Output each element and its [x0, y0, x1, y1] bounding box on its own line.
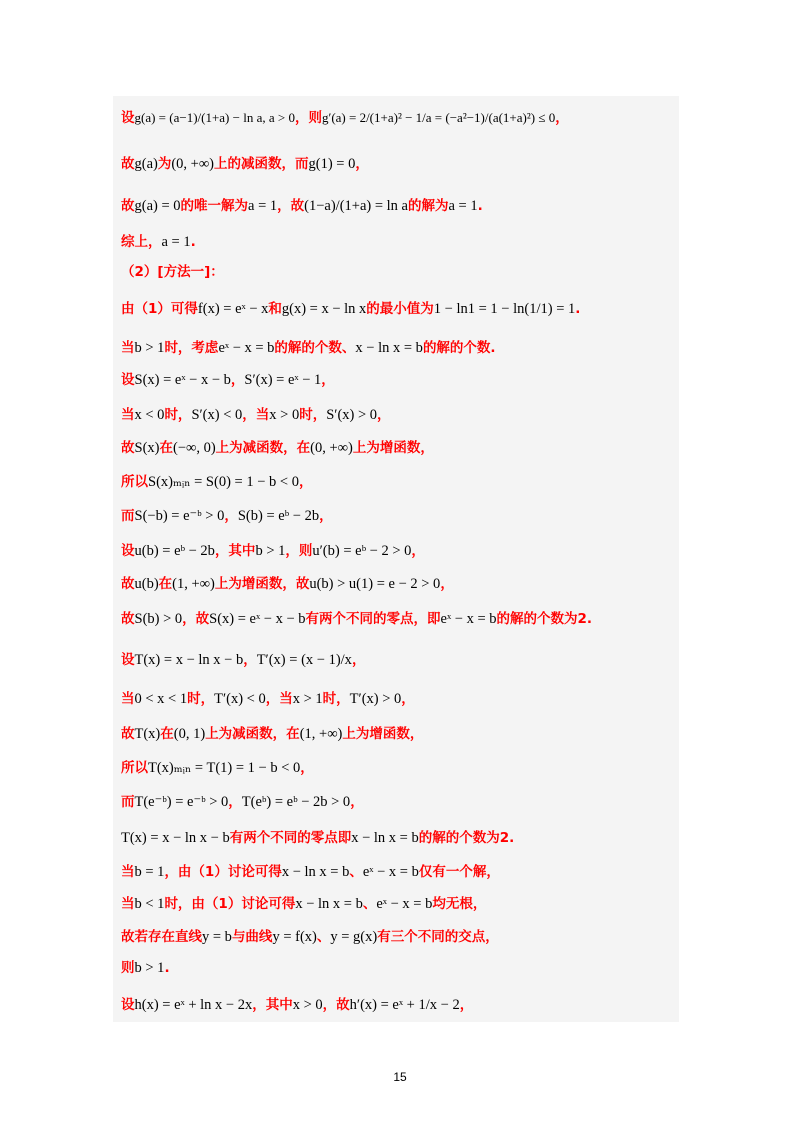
math-expression: h(x) = eˣ + ln x − 2x: [134, 997, 253, 1013]
math-expression: T(e⁻ᵇ) = e⁻ᵇ > 0: [134, 794, 229, 810]
math-expression: h′(x) = eˣ + 1/x − 2: [349, 997, 460, 1013]
line-text: 均无根，: [432, 896, 487, 912]
line-text: 故: [121, 156, 135, 172]
math-expression: b > 1: [134, 960, 165, 976]
math-expression: g(a) = 0: [134, 198, 181, 214]
math-expression: T(x): [134, 726, 161, 742]
solution-line: [121, 958, 170, 978]
math-expression: x − ln x = b: [295, 896, 363, 912]
line-text: 设: [121, 543, 135, 559]
math-expression: x − ln x = b: [355, 340, 423, 356]
line-text: 上的减函数，而: [214, 156, 309, 172]
line-text: 时，由（1）讨论可得: [164, 896, 296, 912]
line-text: 当: [121, 896, 135, 912]
line-text: 在: [159, 440, 173, 456]
line-text: .: [477, 198, 483, 214]
line-text: 的解为: [408, 198, 449, 214]
math-expression: (1, +∞): [172, 576, 215, 592]
line-text: 上为增函数，: [352, 440, 434, 456]
line-text: 而: [121, 794, 135, 810]
solution-line: [121, 828, 514, 848]
math-expression: 0 < x < 1: [134, 691, 188, 707]
line-text: 的解的个数.: [422, 340, 496, 356]
math-expression: x − ln x = b: [351, 830, 419, 846]
line-text: 时，: [187, 691, 215, 707]
line-text: ，故: [182, 611, 210, 627]
math-expression: x < 0: [134, 407, 165, 423]
line-text: ，: [230, 372, 245, 388]
solution-line: [121, 927, 499, 947]
solution-line: [121, 338, 496, 358]
math-expression: (−∞, 0): [172, 440, 216, 456]
line-text: ，: [440, 576, 454, 592]
math-expression: (1−a)/(1+a) = ln a: [304, 198, 408, 214]
line-text: 则: [121, 960, 135, 976]
line-text: 和: [268, 301, 282, 317]
math-expression: T(x) = x − ln x − b: [134, 652, 244, 668]
line-text: 故: [121, 726, 135, 742]
line-text: 而: [121, 508, 135, 524]
math-expression: eˣ − x = b: [362, 864, 419, 880]
solution-line: [121, 154, 369, 174]
line-text: 当: [121, 691, 135, 707]
solution-line: [121, 609, 592, 629]
line-text: ，: [243, 652, 257, 668]
line-text: ，由（1）讨论可得: [164, 864, 282, 880]
math-expression: S(b) > 0: [134, 611, 183, 627]
math-expression: x > 0: [292, 997, 323, 1013]
line-text: ，: [300, 760, 314, 776]
line-text: 与曲线: [231, 929, 273, 945]
line-text: ，当: [242, 407, 270, 423]
math-expression: eˣ − x = b: [440, 611, 497, 627]
solution-line: [121, 405, 391, 425]
math-expression: u(b): [134, 576, 159, 592]
line-text: 时，: [299, 407, 327, 423]
line-text: 当: [121, 864, 135, 880]
solution-line: [121, 299, 580, 319]
math-expression: b > 1: [134, 340, 165, 356]
math-expression: eˣ − x = b: [376, 896, 433, 912]
math-expression: T(eᵇ) = eᵇ − 2b > 0: [241, 794, 351, 810]
solution-line: [121, 438, 434, 458]
math-expression: x > 0: [269, 407, 300, 423]
line-text: 、: [316, 929, 331, 945]
line-text: ，其中: [214, 543, 256, 559]
line-text: 设: [121, 110, 135, 126]
solution-line: [121, 196, 483, 216]
line-text: ，故: [277, 198, 305, 214]
math-expression: b < 1: [134, 896, 165, 912]
solution-line: [121, 574, 454, 594]
line-text: 上为减函数，在: [205, 726, 300, 742]
math-expression: T′(x) > 0: [349, 691, 402, 707]
line-text: 故若存在直线: [121, 929, 202, 945]
line-text: ，则: [285, 543, 313, 559]
math-expression: 1 − ln1 = 1 − ln(1/1) = 1: [433, 301, 576, 317]
line-text: 设: [121, 652, 135, 668]
math-expression: g(a): [134, 156, 158, 172]
math-expression: g(x) = x − ln x: [281, 301, 367, 317]
math-expression: y = b: [202, 929, 232, 945]
math-expression: f(x) = eˣ − x: [197, 301, 269, 317]
line-text: 在: [160, 726, 174, 742]
math-expression: b = 1: [134, 864, 165, 880]
solution-line: [121, 650, 365, 670]
math-expression: u′(b) = eᵇ − 2 > 0: [312, 543, 412, 559]
line-text: 有三个不同的交点，: [377, 929, 499, 945]
line-text: 、: [349, 864, 363, 880]
line-text: 时，: [164, 407, 192, 423]
line-text: ，当: [265, 691, 293, 707]
solution-line: [121, 472, 312, 492]
line-text: 所以: [121, 474, 148, 490]
solution-line: [121, 108, 569, 128]
math-expression: y = g(x): [330, 929, 378, 945]
math-expression: a = 1: [161, 234, 191, 250]
math-expression: eˣ − x = b: [218, 340, 275, 356]
line-text: 上为增函数，故: [214, 576, 310, 592]
line-text: ，: [401, 691, 415, 707]
line-text: 、: [362, 896, 377, 912]
math-expression: T(x) = x − ln x − b: [121, 830, 230, 846]
line-text: 设: [121, 372, 135, 388]
line-text: 仅有一个解，: [418, 864, 500, 880]
line-text: 的解的个数、: [274, 340, 356, 356]
math-expression: S′(x) = eˣ − 1: [244, 372, 322, 388]
line-text: 的最小值为: [366, 301, 434, 317]
line-text: 设: [121, 997, 135, 1013]
math-expression: x > 1: [292, 691, 323, 707]
line-text: .: [190, 234, 196, 250]
math-expression: g(a) = (a−1)/(1+a) − ln a, a > 0: [134, 110, 295, 125]
line-text: .: [575, 301, 581, 317]
line-text: ，: [321, 372, 335, 388]
line-text: ，: [298, 474, 313, 490]
line-text: 故: [121, 198, 135, 214]
math-expression: (0, +∞): [171, 156, 215, 172]
line-text: 所以: [121, 760, 148, 776]
math-expression: x − ln x = b: [281, 864, 350, 880]
math-expression: g′(a) = 2/(1+a)² − 1/a = (−a²−1)/(a(1+a)²) ≤ 0: [321, 110, 556, 125]
math-expression: y = f(x): [272, 929, 317, 945]
solution-line: [121, 370, 335, 390]
line-text: 由（1）可得: [121, 301, 198, 317]
math-expression: S(x)ₘᵢₙ = S(0) = 1 − b < 0: [148, 474, 299, 490]
line-text: ，: [351, 652, 366, 668]
line-text: ，: [319, 508, 333, 524]
solution-line: [121, 862, 500, 882]
line-text: 为: [157, 156, 172, 172]
line-text: 当: [121, 340, 135, 356]
math-expression: S(b) = eᵇ − 2b: [237, 508, 320, 524]
solution-line: [121, 792, 364, 812]
solution-line: [121, 995, 473, 1015]
line-text: 综上，: [121, 234, 162, 250]
solution-line: [121, 232, 196, 252]
math-expression: S(x): [134, 440, 160, 456]
math-expression: T′(x) < 0: [214, 691, 266, 707]
math-expression: S(−b) = e⁻ᵇ > 0: [134, 508, 225, 524]
math-expression: T(x)ₘᵢₙ = T(1) = 1 − b < 0: [148, 760, 301, 776]
line-text: ，: [411, 543, 425, 559]
line-text: 在: [158, 576, 173, 592]
line-text: 的解的个数为2.: [418, 830, 515, 846]
math-expression: (0, +∞): [310, 440, 353, 456]
math-expression: T′(x) = (x − 1)/x: [256, 652, 352, 668]
math-expression: g(1) = 0: [308, 156, 356, 172]
line-text: 上为增函数，: [342, 726, 424, 742]
math-expression: S′(x) < 0: [191, 407, 243, 423]
solution-line: [121, 689, 415, 709]
line-text: 故: [121, 611, 135, 627]
line-text: ，故: [322, 997, 350, 1013]
line-text: 时，考虑: [164, 340, 219, 356]
line-text: 故: [121, 440, 135, 456]
solution-line: [121, 724, 423, 744]
line-text: （2）[方法一]：: [121, 264, 224, 280]
line-text: .: [164, 960, 170, 976]
line-text: ，: [377, 407, 391, 423]
math-expression: (0, 1): [173, 726, 206, 742]
line-text: ，则: [294, 110, 322, 126]
line-text: 故: [121, 576, 135, 592]
math-expression: S(x) = eˣ − x − b: [134, 372, 231, 388]
page-number: 15: [393, 1070, 407, 1084]
solution-line: [121, 758, 314, 778]
line-text: 时，: [322, 691, 350, 707]
line-text: 的解的个数为2.: [496, 611, 593, 627]
line-text: ，: [228, 794, 242, 810]
line-text: 有两个不同的零点，即: [305, 611, 441, 627]
solution-line: [121, 506, 333, 526]
solution-line: [121, 541, 425, 561]
math-expression: (1, +∞): [299, 726, 343, 742]
line-text: 的唯一解为: [180, 198, 249, 214]
line-text: ，: [224, 508, 238, 524]
math-expression: S′(x) > 0: [326, 407, 378, 423]
math-expression: a = 1: [448, 198, 478, 214]
line-text: ，: [355, 156, 369, 172]
line-text: ，: [350, 794, 364, 810]
math-expression: S(x) = eˣ − x − b: [209, 611, 306, 627]
line-text: 上为减函数，在: [215, 440, 311, 456]
solution-line: [121, 894, 486, 914]
math-expression: u(b) > u(1) = e − 2 > 0: [309, 576, 441, 592]
line-text: ，: [459, 997, 474, 1013]
line-text: ，: [555, 110, 569, 126]
line-text: 当: [121, 407, 135, 423]
solution-line: [121, 262, 224, 282]
line-text: ，其中: [252, 997, 293, 1013]
math-expression: a = 1: [248, 198, 278, 214]
math-expression: b > 1: [255, 543, 286, 559]
math-expression: u(b) = eᵇ − 2b: [134, 543, 215, 559]
line-text: 有两个不同的零点即: [229, 830, 352, 846]
